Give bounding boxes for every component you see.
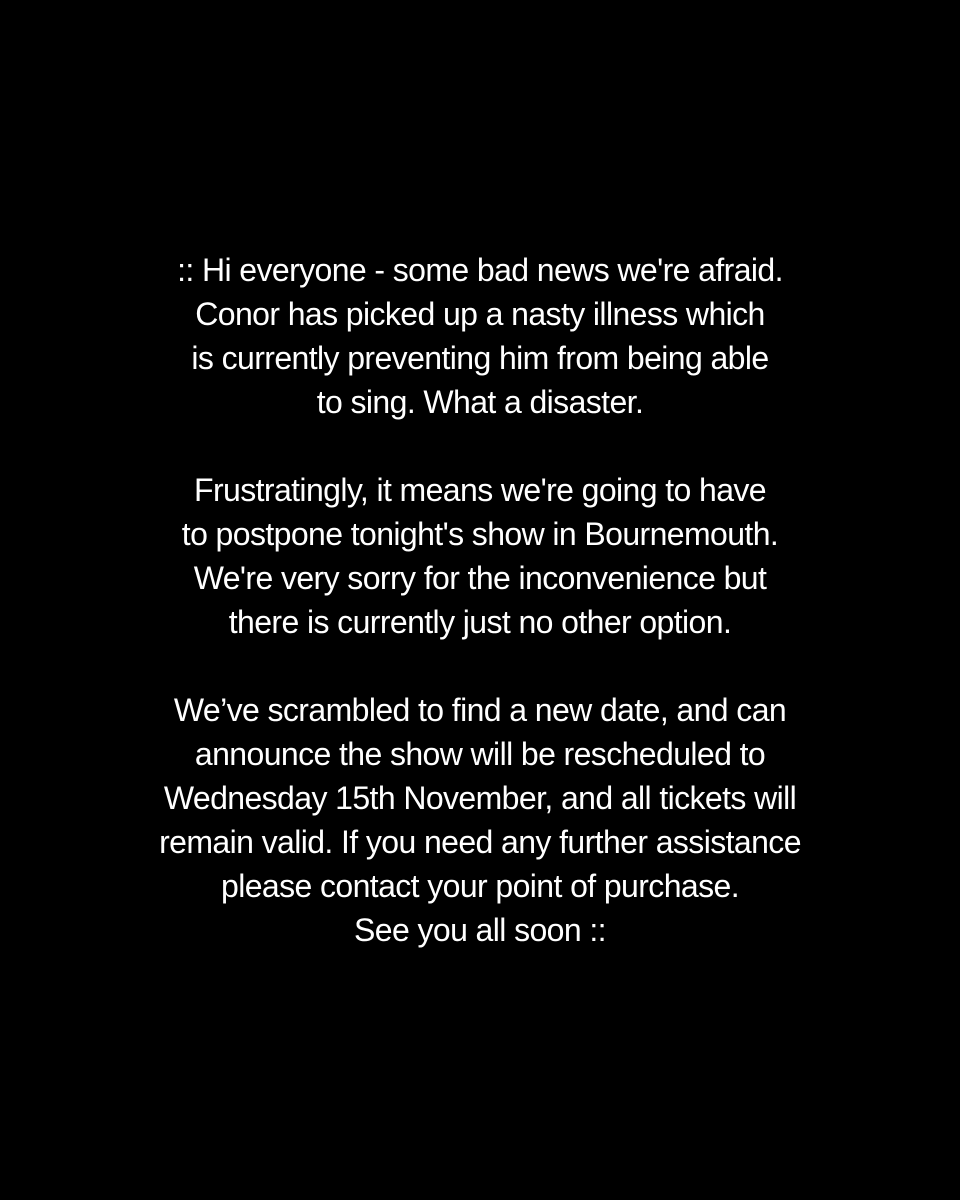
paragraph-3-line-3: Wednesday 15th November, and all tickets will <box>163 780 797 816</box>
paragraph-2-line-2: to postpone tonight's show in Bournemouth. <box>181 516 779 552</box>
paragraph-3-line-6: See you all soon :: <box>354 912 606 948</box>
paragraph-2-line-3: We're very sorry for the inconvenience but <box>193 560 767 596</box>
paragraph-3-line-5: please contact your point of purchase. <box>221 868 739 904</box>
paragraph-2-line-4: there is currently just no other option. <box>228 604 732 640</box>
paragraph-1-line-4: to sing. What a disaster. <box>316 384 644 420</box>
paragraph-2-line-1: Frustratingly, it means we're going to have <box>194 472 766 508</box>
paragraph-3-line-2: announce the show will be rescheduled to <box>194 736 766 772</box>
paragraph-1-line-1: :: Hi everyone - some bad news we're afraid. <box>177 252 783 288</box>
paragraph-1-line-2: Conor has picked up a nasty illness which <box>195 296 765 332</box>
paragraph-3-line-4: remain valid. If you need any further assistance <box>159 824 801 860</box>
paragraph-3-line-1: We’ve scrambled to find a new date, and can <box>173 692 787 728</box>
paragraph-1-line-3: is currently preventing him from being able <box>191 340 769 376</box>
